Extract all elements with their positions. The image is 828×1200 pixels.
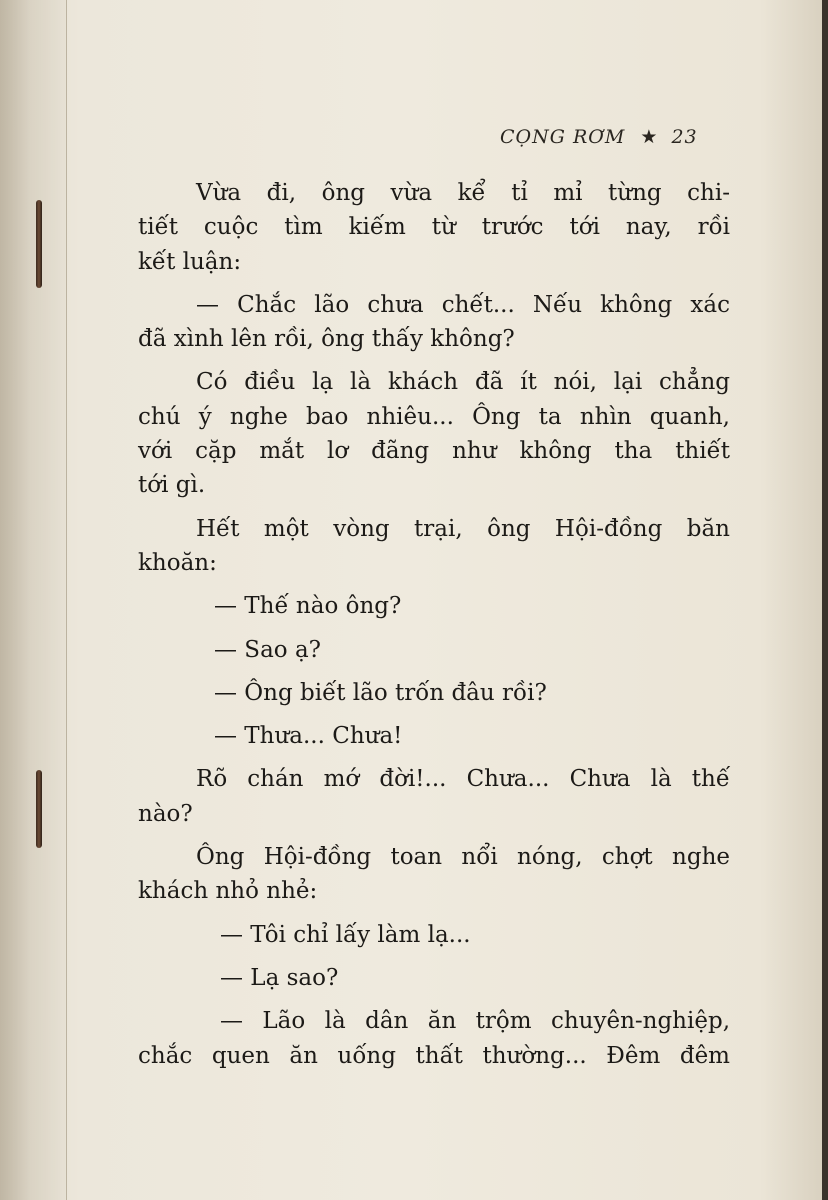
text-line: chắc quen ăn uống thất thường... Đêm đêm bbox=[138, 1042, 730, 1069]
text-line: tới gì. bbox=[138, 472, 206, 499]
text-line: chú ý nghe bao nhiêu... Ông ta nhìn quanh, bbox=[138, 403, 730, 430]
text-line: Rõ chán mớ đời!... Chưa... Chưa là thế bbox=[196, 766, 730, 793]
text-line: với cặp mắt lơ đãng như không tha thiết bbox=[138, 438, 730, 465]
running-header-title: CỌNG RƠM bbox=[500, 126, 626, 148]
text-line: — Chắc lão chưa chết... Nếu không xác bbox=[196, 291, 730, 318]
text-line: nào? bbox=[138, 800, 193, 827]
text-line: Vừa đi, ông vừa kể tỉ mỉ từng chi- bbox=[196, 180, 730, 206]
text-line: Ông Hội-đồng toan nổi nóng, chợt nghe bbox=[196, 844, 730, 871]
star-icon: ★ bbox=[640, 126, 659, 148]
running-header bbox=[500, 126, 730, 148]
binding-staple-bottom bbox=[36, 770, 42, 848]
text-line: đã xình lên rồi, ông thấy không? bbox=[138, 326, 515, 353]
binding-staple-top bbox=[36, 200, 42, 288]
dialogue-line: — Sao ạ? bbox=[214, 636, 321, 663]
dialogue-line: — Ông biết lão trốn đâu rồi? bbox=[214, 679, 547, 706]
text-line: Có điều lạ là khách đã ít nói, lại chẳng bbox=[196, 369, 730, 396]
body-text bbox=[138, 176, 730, 1073]
text-line: Hết một vòng trại, ông Hội-đồng băn bbox=[196, 515, 730, 542]
dialogue-line: — Thưa... Chưa! bbox=[214, 723, 403, 750]
text-line: kết luận: bbox=[138, 248, 242, 275]
text-line: khoăn: bbox=[138, 549, 217, 576]
dialogue-line: — Tôi chỉ lấy làm lạ... bbox=[220, 921, 471, 948]
dialogue-line: — Lão là dân ăn trộm chuyên-nghiệp, bbox=[220, 1008, 730, 1035]
dialogue-line: — Lạ sao? bbox=[220, 964, 339, 991]
text-line: khách nhỏ nhẻ: bbox=[138, 878, 318, 905]
page-number: 23 bbox=[671, 126, 698, 148]
dialogue-line: — Thế nào ông? bbox=[214, 593, 402, 620]
text-line: tiết cuộc tìm kiếm từ trước tới nay, rồi bbox=[138, 214, 730, 241]
